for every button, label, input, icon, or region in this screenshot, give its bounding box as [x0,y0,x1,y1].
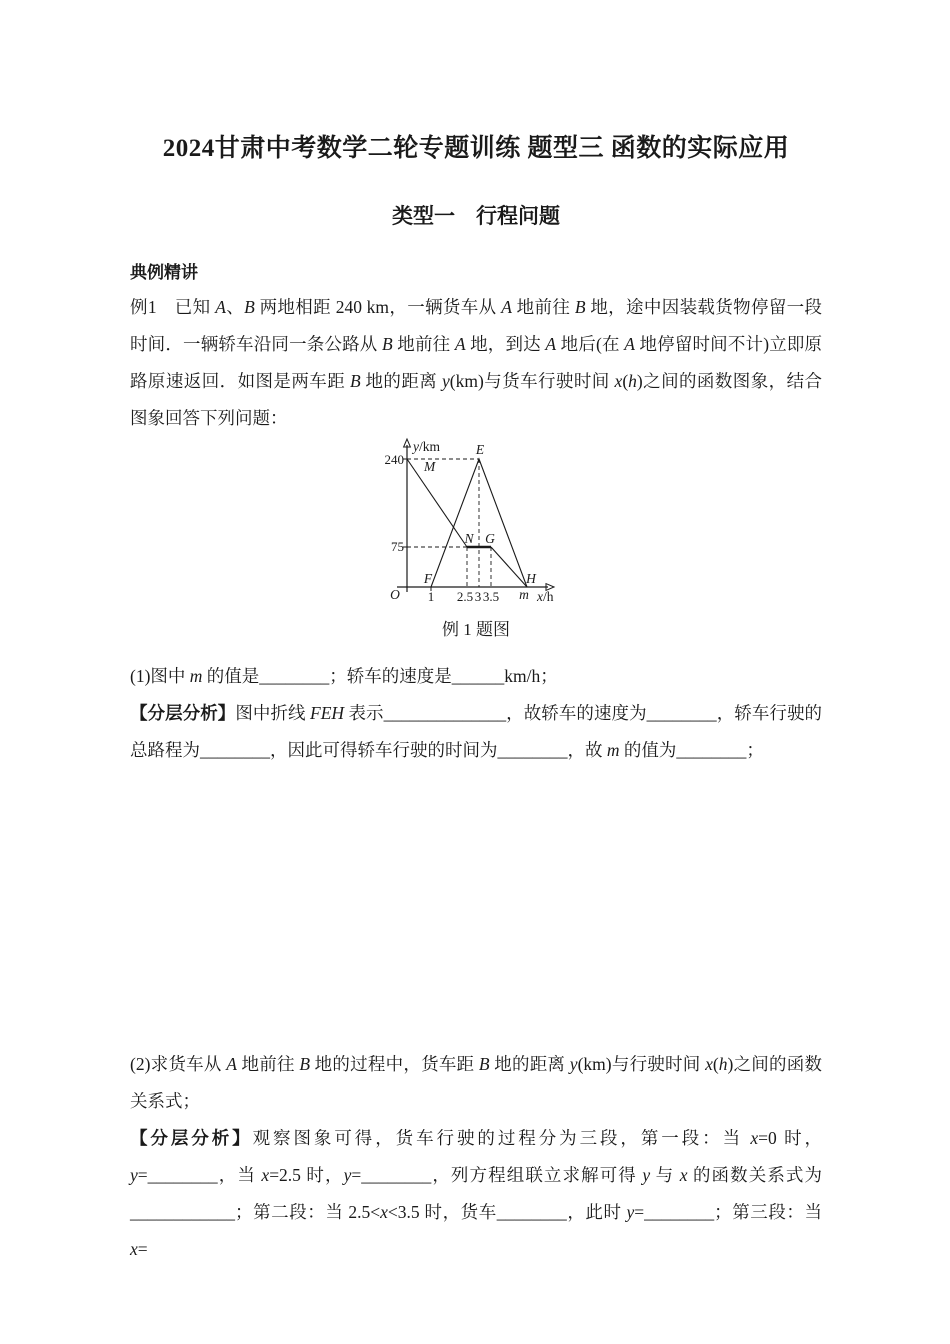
math-variable: A [624,334,635,354]
math-variable: A [226,1054,237,1074]
math-variable: B [299,1054,311,1074]
text-run: )之间的函数图象，结合图象回答下列问题： [130,371,823,428]
text-run: =________；第三段：当 [634,1202,822,1222]
math-variable: B [244,297,255,317]
text-run: 地前往 [511,297,575,317]
x-tick-3-5: 3.5 [482,589,499,604]
math-variable: x [705,1054,713,1074]
point-G-label: G [484,531,495,546]
math-variable: h [718,1054,728,1074]
text-run: 地后(在 [556,334,625,354]
text-run: 的函数关系式为____________；第二段：当 2.5< [130,1165,823,1222]
text-run: (km)与行驶时间 [577,1054,706,1074]
text-run: 地前往 [392,334,455,354]
text-run: 的值为________； [619,740,764,760]
math-variable: x [614,371,623,391]
point-M-label: M [423,459,435,474]
math-variable: x [130,1239,138,1259]
math-variable: B [574,297,586,317]
text-run: <3.5 时，货车________，此时 [387,1202,627,1222]
x-tick-m: m [518,587,529,602]
question-2 [130,1046,822,1120]
math-variable: B [478,1054,490,1074]
truck-line [407,459,527,587]
math-variable: B [382,334,393,354]
math-variable: m [189,666,203,686]
text-run: 地的过程中，货车距 [310,1054,479,1074]
math-variable: A [215,297,226,317]
math-variable: m [606,740,620,760]
math-variable: y [642,1165,651,1185]
text-run: 图中折线 [235,703,311,723]
math-variable: y [626,1202,635,1222]
y-tick-75: 75 [390,539,404,554]
text-run: 与 [650,1165,680,1185]
work-space [130,769,822,1046]
text-run: 两地相距 240 km，一辆货车从 [254,297,502,317]
section-heading: 典例精讲 [130,263,198,282]
type-heading: 类型一 行程问题 [392,205,560,228]
text-run: 地，途中因装载货物停留一段时间．一辆轿车沿同一条公路从 [130,297,823,354]
text-run: 表示______________，故轿车的速度为________，轿车行驶的总路程为________，因此可得轿车行驶的时间为________，故 [130,703,823,760]
figure-caption: 例 1 题图 [442,620,510,639]
text-run: 【分层分析】 [130,703,236,723]
text-run: =________，列方程组联立求解可得 [351,1165,643,1185]
point-H-label: H [525,571,536,586]
text-run: = [137,1239,148,1259]
math-variable: y [130,1165,138,1185]
math-variable: x [380,1202,388,1222]
math-variable: A [454,334,466,354]
math-variable: B [349,371,361,391]
x-tick-1: 1 [427,589,434,604]
problem-statement [130,289,822,437]
text-run: 的值是________；轿车的速度是______km/h； [202,666,558,686]
point-F-label: F [423,571,432,586]
point-N-label: N [463,531,474,546]
text-run: 地，到达 [465,334,546,354]
x-axis-label: x/h [536,589,554,604]
math-variable: y [441,371,450,391]
text-run: =2.5 时， [269,1165,344,1185]
text-run: 地的距离 [360,371,442,391]
math-variable: x [750,1128,759,1148]
math-variable: FEH [310,703,345,723]
text-run: ( [622,371,629,391]
math-variable: y [343,1165,352,1185]
math-variable: A [501,297,512,317]
question-1 [130,658,822,695]
text-run: =________，当 [137,1165,262,1185]
analysis-1 [130,695,822,769]
text-run: 【分层分析】 [130,1128,253,1148]
text-run: 地前往 [236,1054,300,1074]
text-run: (1)图中 [130,666,190,686]
text-run: 地停留时间不计)立即原路原速返回．如图是两车距 [130,334,823,391]
text-run: 、 [225,297,245,317]
x-tick-2-5: 2.5 [456,589,473,604]
math-variable: A [545,334,557,354]
x-tick-3: 3 [474,589,481,604]
text-run: ( [712,1054,719,1074]
origin-label: O [389,587,400,602]
function-graph [384,437,569,612]
math-variable: h [628,371,637,391]
text-run: (km)与货车行驶时间 [449,371,615,391]
analysis-2 [130,1120,822,1268]
text-run: )之间的函数关系式； [130,1054,823,1111]
text-run: 观察图象可得，货车行驶的过程分为三段，第一段：当 [252,1128,751,1148]
text-run: (2)求货车从 [130,1054,227,1074]
text-run: =0 时， [758,1128,823,1148]
text-run: 例1 已知 [130,297,216,317]
point-E-label: E [475,442,484,457]
math-variable: x [261,1165,270,1185]
math-variable: x [679,1165,688,1185]
page-title: 2024甘肃中考数学二轮专题训练 题型三 函数的实际应用 [162,135,790,162]
figure [130,437,822,642]
text-run: 地的距离 [489,1054,570,1074]
y-axis-label: y/km [412,439,440,454]
y-tick-240: 240 [384,452,404,467]
math-variable: y [569,1054,578,1074]
